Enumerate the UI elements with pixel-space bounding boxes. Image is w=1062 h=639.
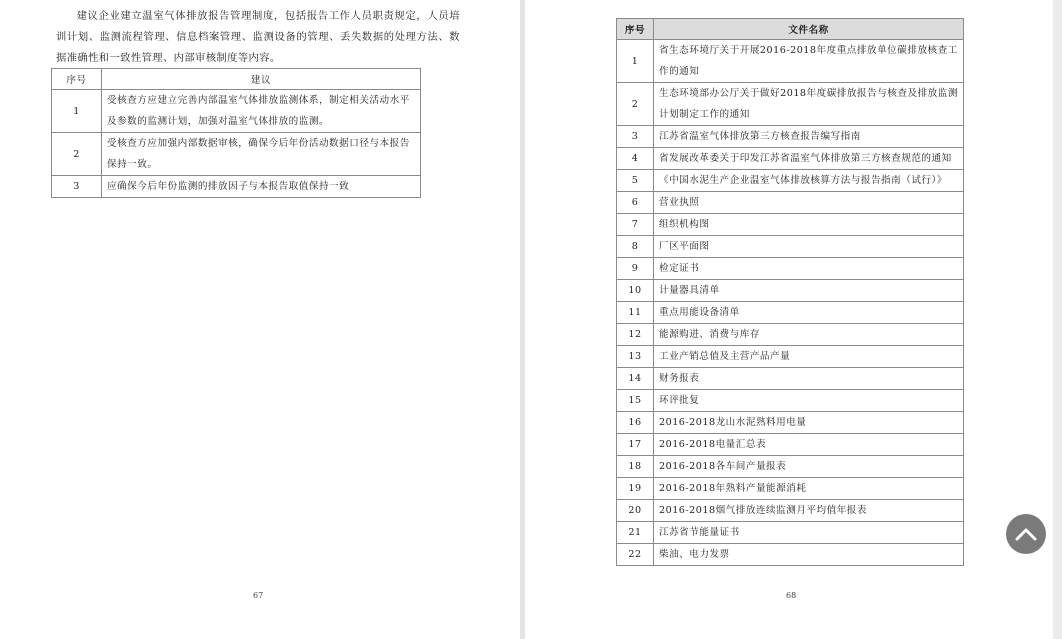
row-text: 厂区平面图 bbox=[654, 236, 964, 258]
row-text: 组织机构图 bbox=[654, 214, 964, 236]
row-text: 2016-2018龙山水泥熟料用电量 bbox=[654, 412, 964, 434]
document-page-left bbox=[0, 0, 520, 639]
table-row bbox=[617, 236, 964, 258]
column-header-index: 序号 bbox=[52, 69, 102, 90]
table-row bbox=[617, 324, 964, 346]
recommendations-table bbox=[51, 68, 421, 198]
row-index: 7 bbox=[617, 214, 654, 236]
scroll-to-top-button[interactable] bbox=[1006, 514, 1046, 554]
table-row bbox=[52, 176, 421, 198]
row-text: 生态环境部办公厅关于做好2018年度碳排放报告与核查及排放监测计划制定工作的通知 bbox=[654, 83, 964, 126]
row-index: 11 bbox=[617, 302, 654, 324]
table-row bbox=[52, 133, 421, 176]
table-row bbox=[617, 500, 964, 522]
row-index: 3 bbox=[52, 176, 102, 198]
row-index: 1 bbox=[52, 90, 102, 133]
table-row bbox=[617, 170, 964, 192]
table-row bbox=[617, 83, 964, 126]
row-text: 应确保今后年份监测的排放因子与本报告取值保持一致 bbox=[102, 176, 421, 198]
reference-documents-table bbox=[616, 18, 964, 566]
table-row bbox=[617, 522, 964, 544]
row-index: 3 bbox=[617, 126, 654, 148]
row-text: 重点用能设备清单 bbox=[654, 302, 964, 324]
row-index: 14 bbox=[617, 368, 654, 390]
row-index: 22 bbox=[617, 544, 654, 566]
row-index: 5 bbox=[617, 170, 654, 192]
row-index: 19 bbox=[617, 478, 654, 500]
row-index: 17 bbox=[617, 434, 654, 456]
row-index: 2 bbox=[52, 133, 102, 176]
table-row bbox=[52, 90, 421, 133]
row-text: 2016-2018各车间产量报表 bbox=[654, 456, 964, 478]
row-text: 《中国水泥生产企业温室气体排放核算方法与报告指南（试行）》 bbox=[654, 170, 964, 192]
row-text: 营业执照 bbox=[654, 192, 964, 214]
row-index: 18 bbox=[617, 456, 654, 478]
row-index: 21 bbox=[617, 522, 654, 544]
table-row bbox=[617, 280, 964, 302]
row-text: 工业产销总值及主营产品产量 bbox=[654, 346, 964, 368]
column-header-recommendation: 建议 bbox=[102, 69, 421, 90]
table-row bbox=[617, 346, 964, 368]
row-text: 2016-2018电量汇总表 bbox=[654, 434, 964, 456]
row-text: 受核查方应加强内部数据审核，确保今后年份活动数据口径与本报告保持一致。 bbox=[102, 133, 421, 176]
body-paragraph: 建议企业建立温室气体排放报告管理制度，包括报告工作人员职责规定，人员培训计划、监测流程管理、信息档案管理、监测设备的管理、丢失数据的处理方法、数据准确性和一致性管理、内部审核制度等内容。 bbox=[56, 10, 460, 64]
row-index: 15 bbox=[617, 390, 654, 412]
table-row bbox=[617, 40, 964, 83]
row-index: 16 bbox=[617, 412, 654, 434]
row-index: 4 bbox=[617, 148, 654, 170]
row-text: 计量器具清单 bbox=[654, 280, 964, 302]
row-text: 能源购进、消费与库存 bbox=[654, 324, 964, 346]
column-header-document-name: 文件名称 bbox=[654, 19, 964, 40]
row-text: 江苏省节能量证书 bbox=[654, 522, 964, 544]
row-text: 受核查方应建立完善内部温室气体排放监测体系，制定相关活动水平及参数的监测计划，加强对温室气体排放的监测。 bbox=[102, 90, 421, 133]
row-index: 2 bbox=[617, 83, 654, 126]
row-index: 6 bbox=[617, 192, 654, 214]
table-row bbox=[617, 192, 964, 214]
row-text: 江苏省温室气体排放第三方核查报告编写指南 bbox=[654, 126, 964, 148]
table-header-row bbox=[52, 69, 421, 90]
row-index: 10 bbox=[617, 280, 654, 302]
table-row bbox=[617, 258, 964, 280]
row-text: 省发展改革委关于印发江苏省温室气体排放第三方核查规范的通知 bbox=[654, 148, 964, 170]
table-row bbox=[617, 148, 964, 170]
row-index: 13 bbox=[617, 346, 654, 368]
row-text: 2016-2018年熟料产量能源消耗 bbox=[654, 478, 964, 500]
table-row bbox=[617, 544, 964, 566]
row-text: 省生态环境厅关于开展2016-2018年度重点排放单位碳排放核查工作的通知 bbox=[654, 40, 964, 83]
column-header-index: 序号 bbox=[617, 19, 654, 40]
table-row bbox=[617, 434, 964, 456]
table-row bbox=[617, 412, 964, 434]
row-text: 柴油、电力发票 bbox=[654, 544, 964, 566]
row-index: 20 bbox=[617, 500, 654, 522]
row-text: 检定证书 bbox=[654, 258, 964, 280]
row-text: 2016-2018烟气排放连续监测月平均值年报表 bbox=[654, 500, 964, 522]
table-row bbox=[617, 214, 964, 236]
row-index: 12 bbox=[617, 324, 654, 346]
table-row bbox=[617, 478, 964, 500]
row-index: 1 bbox=[617, 40, 654, 83]
chevron-up-icon bbox=[1015, 527, 1037, 541]
table-row bbox=[617, 302, 964, 324]
viewer-scrollbar-track[interactable] bbox=[1053, 0, 1062, 639]
table-row bbox=[617, 126, 964, 148]
table-header-row bbox=[617, 19, 964, 40]
table-row bbox=[617, 368, 964, 390]
row-text: 环评批复 bbox=[654, 390, 964, 412]
table-row bbox=[617, 456, 964, 478]
page-number: 68 bbox=[786, 591, 797, 600]
row-index: 8 bbox=[617, 236, 654, 258]
table-row bbox=[617, 390, 964, 412]
row-index: 9 bbox=[617, 258, 654, 280]
row-text: 财务报表 bbox=[654, 368, 964, 390]
page-number: 67 bbox=[253, 591, 264, 600]
